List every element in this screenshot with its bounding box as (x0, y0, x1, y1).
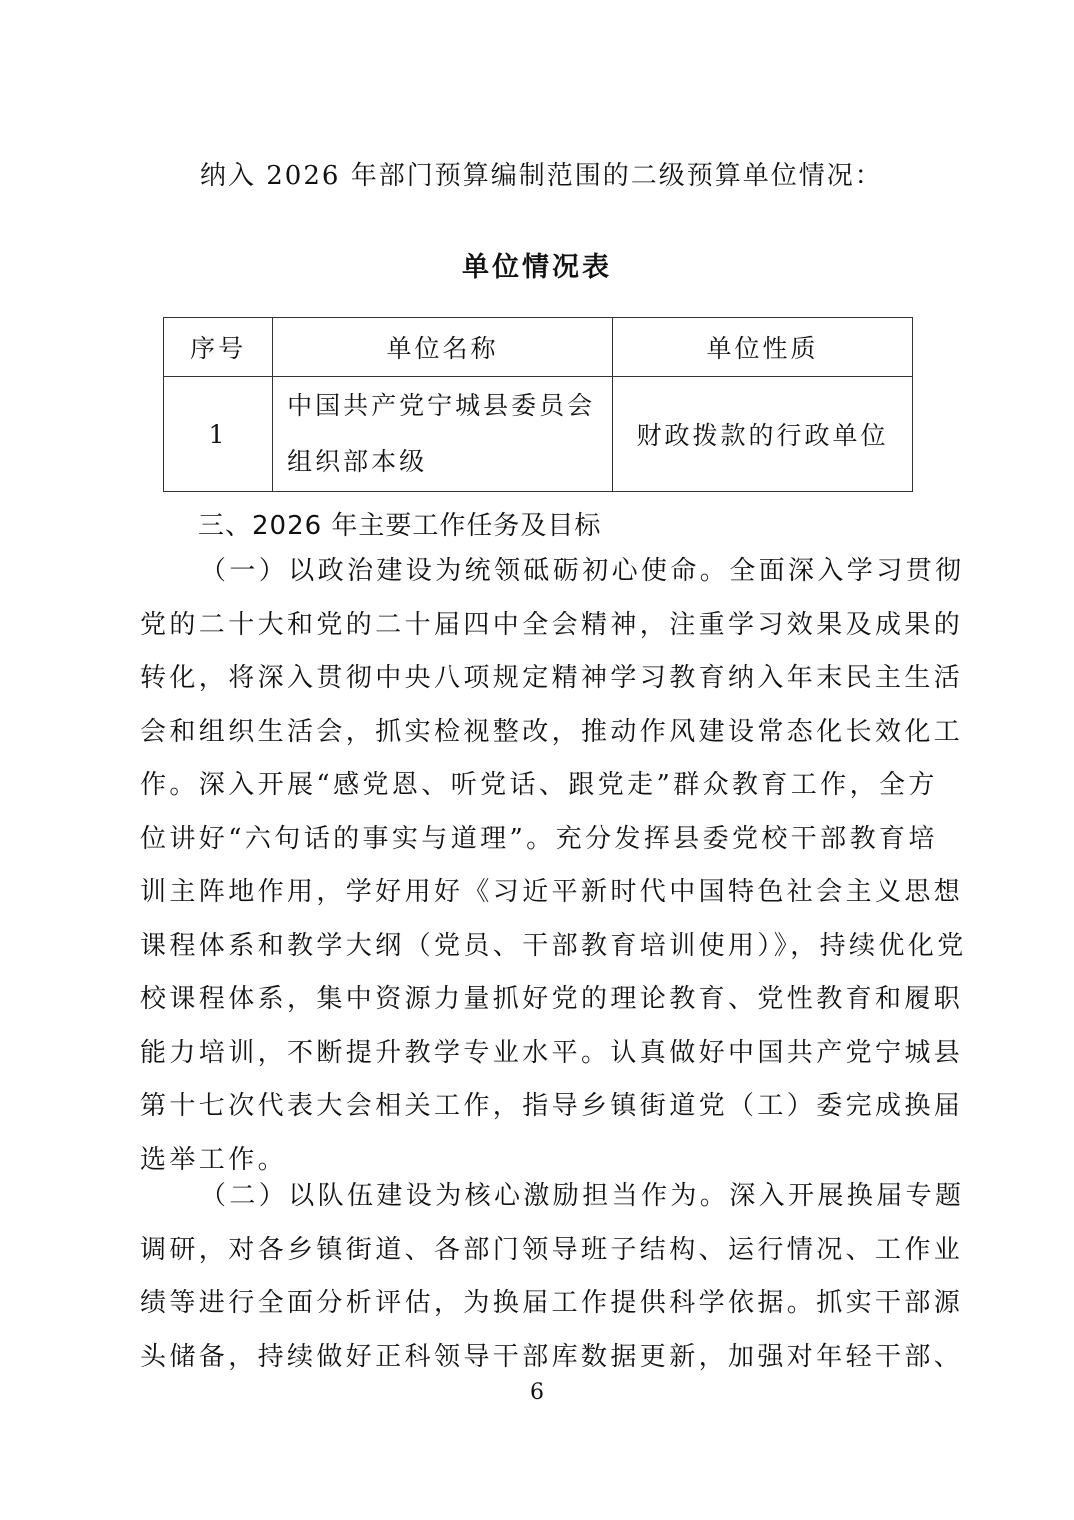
paragraph-1 (140, 545, 967, 1187)
paragraph-line: 课程体系和教学大纲（党员、干部教育培训使用）》，持续优化党 (140, 930, 967, 961)
paragraph-line: 作。深入开展“感党恩、听党话、跟党走”群众教育工作，全方 (140, 770, 938, 800)
paragraph-line: 训主阵地作用，学好用好《习近平新时代中国特色社会主义思想 (140, 877, 964, 907)
table-row (164, 377, 913, 492)
cell-unit-nature: 财政拨款的行政单位 (612, 377, 912, 492)
unit-name-line2: 组织部本级 (287, 447, 428, 476)
unit-name-line1: 中国共产党宁城县委员会 (287, 391, 596, 420)
paragraph-text: 全面深入学习贯彻 (729, 556, 965, 586)
table-title: 单位情况表 (462, 252, 612, 283)
unit-table (163, 317, 913, 492)
cell-unit-name (273, 377, 613, 492)
paragraph-2 (140, 1170, 965, 1384)
paragraph-line: 转化，将深入贯彻中央八项规定精神学习教育纳入年末民主生活 (140, 663, 964, 693)
header-index: 序号 (164, 318, 273, 377)
paragraph-line: 会和组织生活会，抓实检视整改，推动作风建设常态化长效化工 (140, 716, 964, 747)
table-header-row (164, 318, 913, 377)
cell-index: 1 (164, 377, 273, 492)
paragraph-line: 能力培训，不断提升教学专业水平。认真做好中国共产党宁城县 (140, 1037, 964, 1068)
paragraph-line: 位讲好“六句话的事实与道理”。充分发挥县委党校干部教育培 (140, 823, 938, 854)
paragraph-line: 校课程体系，集中资源力量抓好党的理论教育、党性教育和履职 (140, 984, 964, 1014)
paragraph-lead: （二）以队伍建设为核心激励担当作为。 (200, 1181, 730, 1211)
section-heading: 三、2026 年主要工作任务及目标 (198, 511, 602, 541)
paragraph-line (140, 1170, 965, 1224)
paragraph-line: 头储备，持续做好正科领导干部库数据更新，加强对年轻干部、 (140, 1341, 964, 1372)
paragraph-lead: （一）以政治建设为统领砥砺初心使命。 (200, 556, 730, 586)
paragraph-line: 选举工作。 (140, 1144, 288, 1175)
header-unit-name: 单位名称 (273, 318, 613, 377)
paragraph-line: 绩等进行全面分析评估，为换届工作提供科学依据。抓实干部源 (140, 1288, 964, 1318)
paragraph-line (140, 545, 965, 599)
intro-line: 纳入 2026 年部门预算编制范围的二级预算单位情况： (200, 161, 883, 191)
paragraph-text: 深入开展换届专题 (729, 1181, 965, 1211)
paragraph-line: 调研，对各乡镇街道、各部门领导班子结构、运行情况、工作业 (140, 1234, 964, 1265)
paragraph-line: 党的二十大和党的二十届四中全会精神，注重学习效果及成果的 (140, 609, 964, 640)
page-number: 6 (530, 1380, 544, 1405)
header-unit-nature: 单位性质 (612, 318, 912, 377)
paragraph-line: 第十七次代表大会相关工作，指导乡镇街道党（工）委完成换届 (140, 1091, 964, 1121)
